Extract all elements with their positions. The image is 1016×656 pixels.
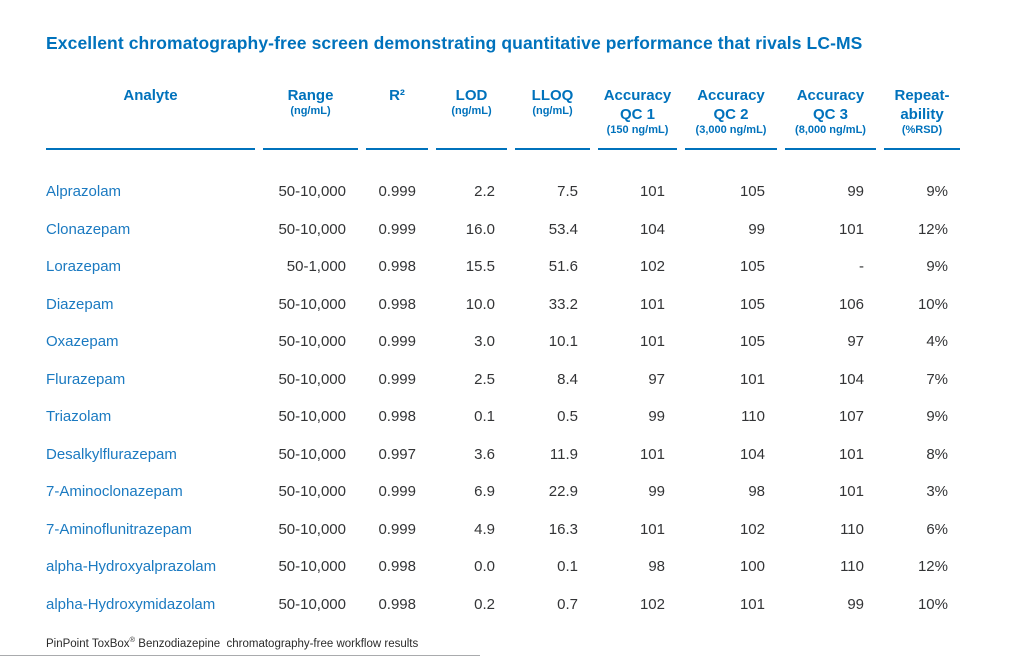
- cell-qc2: 100: [739, 558, 765, 576]
- cell-qc1: 99: [648, 408, 665, 426]
- registered-trademark-symbol: ®: [129, 635, 136, 645]
- column-header-label: Accuracy: [603, 87, 672, 104]
- table-row: [46, 398, 960, 436]
- table-header-row: [46, 86, 960, 150]
- column-header-r2: [366, 86, 428, 150]
- cell-analyte: alpha-Hydroxymidazolam: [46, 595, 216, 613]
- cell-lod: 16.0: [465, 220, 495, 238]
- cell-rsd: 12%: [917, 220, 948, 238]
- cell-r2: 0.998: [378, 408, 416, 426]
- column-header-sublabel: (ng/mL): [290, 105, 331, 117]
- cell-qc3: 101: [838, 445, 864, 463]
- column-header-lod: [436, 86, 507, 150]
- cell-qc2: 105: [739, 333, 765, 351]
- table-row: [46, 473, 960, 511]
- results-table: [38, 86, 968, 623]
- cell-r2: 0.999: [378, 183, 416, 201]
- cell-r2: 0.999: [378, 220, 416, 238]
- column-header-range: [263, 86, 358, 150]
- cell-rsd: 9%: [926, 258, 948, 276]
- cell-analyte: Triazolam: [46, 408, 112, 426]
- cell-range: 50-10,000: [278, 408, 346, 426]
- cell-range: 50-1,000: [286, 258, 346, 276]
- cell-analyte: 7-Aminoclonazepam: [46, 483, 183, 501]
- cell-lloq: 10.1: [548, 333, 578, 351]
- table-row: [46, 286, 960, 324]
- brand-name: PinPoint ToxBox: [46, 638, 130, 650]
- cell-lloq: 33.2: [548, 295, 578, 313]
- cell-lloq: 7.5: [557, 183, 578, 201]
- column-header-sublabel: (3,000 ng/mL): [695, 124, 767, 136]
- column-header-qc3: [785, 86, 876, 150]
- column-header-analyte: [46, 86, 255, 150]
- cell-qc2: 98: [748, 483, 765, 501]
- cell-r2: 0.998: [378, 595, 416, 613]
- cell-analyte: 7-Aminoflunitrazepam: [46, 520, 192, 538]
- cell-rsd: 9%: [926, 408, 948, 426]
- cell-qc1: 97: [648, 370, 665, 388]
- cell-rsd: 6%: [926, 520, 948, 538]
- cell-qc1: 101: [639, 333, 665, 351]
- cell-analyte: Lorazepam: [46, 258, 122, 276]
- cell-qc2: 102: [739, 520, 765, 538]
- cell-r2: 0.998: [378, 558, 416, 576]
- column-header-qc2: [685, 86, 777, 150]
- column-header-label: Accuracy: [697, 87, 765, 104]
- table-row: [46, 361, 960, 399]
- table-row: [46, 248, 960, 286]
- cell-analyte: Oxazepam: [46, 333, 119, 351]
- cell-range: 50-10,000: [278, 295, 346, 313]
- cell-rsd: 4%: [926, 333, 948, 351]
- cell-lloq: 22.9: [548, 483, 578, 501]
- cell-rsd: 9%: [926, 183, 948, 201]
- column-header-label: Analyte: [123, 87, 178, 104]
- cell-qc3: 110: [840, 520, 864, 538]
- column-header-sublabel: (ng/mL): [451, 105, 492, 117]
- cell-lod: 2.2: [474, 183, 495, 201]
- cell-lod: 0.1: [474, 408, 495, 426]
- cell-r2: 0.999: [378, 333, 416, 351]
- column-header-label: LLOQ: [531, 87, 574, 104]
- cell-analyte: Flurazepam: [46, 370, 126, 388]
- cell-analyte: Alprazolam: [46, 183, 122, 201]
- cell-qc3: 110: [840, 558, 864, 576]
- cell-qc1: 104: [639, 220, 665, 238]
- cell-lod: 0.2: [474, 595, 495, 613]
- cell-qc3: -: [859, 258, 864, 276]
- cell-qc2: 101: [739, 370, 765, 388]
- column-header-label: QC 2: [713, 106, 749, 123]
- table-row: [46, 548, 960, 586]
- footer-note: [46, 635, 419, 650]
- cell-rsd: 10%: [917, 595, 948, 613]
- cell-lloq: 0.5: [557, 408, 578, 426]
- cell-range: 50-10,000: [278, 445, 346, 463]
- column-header-sublabel: (8,000 ng/mL): [795, 124, 866, 136]
- results-table-container: [38, 86, 968, 623]
- column-header-label: R²: [389, 87, 405, 104]
- cell-qc3: 99: [847, 183, 864, 201]
- column-header-label: Accuracy: [796, 87, 865, 104]
- cell-r2: 0.998: [378, 258, 416, 276]
- column-header-label: QC 3: [812, 106, 848, 123]
- column-header-lloq: [515, 86, 590, 150]
- table-row: [46, 586, 960, 624]
- cell-qc3: 106: [838, 295, 864, 313]
- cell-qc3: 99: [847, 595, 864, 613]
- cell-r2: 0.998: [378, 295, 416, 313]
- table-row: [46, 211, 960, 249]
- cell-lod: 10.0: [465, 295, 495, 313]
- cell-qc1: 98: [648, 558, 665, 576]
- cell-qc1: 101: [639, 295, 665, 313]
- cell-lod: 6.9: [474, 483, 495, 501]
- cell-lloq: 51.6: [548, 258, 578, 276]
- cell-r2: 0.999: [378, 370, 416, 388]
- cell-qc1: 102: [639, 258, 665, 276]
- cell-qc2: 110: [741, 408, 765, 426]
- column-header-label: Range: [287, 87, 334, 104]
- cell-rsd: 8%: [926, 445, 948, 463]
- table-row: [46, 436, 960, 474]
- cell-lloq: 0.1: [557, 558, 578, 576]
- table-row: [46, 323, 960, 361]
- cell-lod: 3.0: [474, 333, 495, 351]
- cell-analyte: alpha-Hydroxyalprazolam: [46, 558, 217, 576]
- cell-qc3: 104: [838, 370, 864, 388]
- cell-lod: 4.9: [474, 520, 495, 538]
- cell-range: 50-10,000: [278, 370, 346, 388]
- column-header-label: ability: [900, 106, 944, 123]
- cell-r2: 0.999: [378, 520, 416, 538]
- cell-rsd: 7%: [926, 370, 948, 388]
- cell-range: 50-10,000: [278, 333, 346, 351]
- cell-range: 50-10,000: [278, 558, 346, 576]
- cell-qc3: 97: [847, 333, 864, 351]
- cell-lod: 3.6: [474, 445, 495, 463]
- cell-r2: 0.999: [378, 483, 416, 501]
- cell-qc1: 99: [648, 483, 665, 501]
- column-header-rsd: [884, 86, 960, 150]
- cell-qc3: 101: [838, 483, 864, 501]
- cell-qc3: 101: [838, 220, 864, 238]
- cell-range: 50-10,000: [278, 520, 346, 538]
- cell-qc1: 101: [639, 183, 665, 201]
- cell-lod: 2.5: [474, 370, 495, 388]
- cell-range: 50-10,000: [278, 483, 346, 501]
- cell-lloq: 8.4: [557, 370, 578, 388]
- column-header-sublabel: (%RSD): [901, 124, 943, 136]
- cell-rsd: 10%: [917, 295, 948, 313]
- cell-lloq: 11.9: [549, 445, 578, 463]
- table-row: [46, 511, 960, 549]
- cell-r2: 0.997: [378, 445, 416, 463]
- cell-lod: 0.0: [474, 558, 495, 576]
- cell-qc1: 101: [639, 520, 665, 538]
- cell-qc2: 101: [739, 595, 765, 613]
- cell-qc2: 104: [739, 445, 765, 463]
- column-header-sublabel: (ng/mL): [532, 105, 573, 117]
- table-row: [46, 150, 960, 211]
- table-body: [46, 150, 960, 623]
- cell-qc2: 105: [739, 183, 765, 201]
- column-header-qc1: [598, 86, 677, 150]
- cell-range: 50-10,000: [278, 183, 346, 201]
- cell-qc2: 99: [748, 220, 765, 238]
- cell-lod: 15.5: [465, 258, 495, 276]
- cell-analyte: Desalkylflurazepam: [46, 445, 177, 463]
- column-header-label: LOD: [455, 87, 488, 104]
- cell-qc2: 105: [739, 295, 765, 313]
- column-header-sublabel: (150 ng/mL): [606, 124, 669, 136]
- cell-qc1: 102: [639, 595, 665, 613]
- cell-analyte: Clonazepam: [46, 220, 131, 238]
- cell-range: 50-10,000: [278, 595, 346, 613]
- cell-rsd: 12%: [917, 558, 948, 576]
- cell-qc3: 107: [838, 408, 864, 426]
- page-title: Excellent chromatography-free screen demonstrating quantitative performance that rivals LC-MS: [46, 33, 863, 53]
- column-header-label: Repeat-: [894, 87, 950, 104]
- cell-analyte: Diazepam: [46, 295, 114, 313]
- cell-range: 50-10,000: [278, 220, 346, 238]
- cell-qc2: 105: [739, 258, 765, 276]
- cell-qc1: 101: [639, 445, 665, 463]
- cell-lloq: 16.3: [548, 520, 578, 538]
- cell-lloq: 0.7: [557, 595, 578, 613]
- cell-rsd: 3%: [926, 483, 948, 501]
- column-header-label: QC 1: [619, 106, 655, 123]
- cell-lloq: 53.4: [548, 220, 578, 238]
- footer-text: Benzodiazepine chromatography-free workflow results: [135, 638, 419, 650]
